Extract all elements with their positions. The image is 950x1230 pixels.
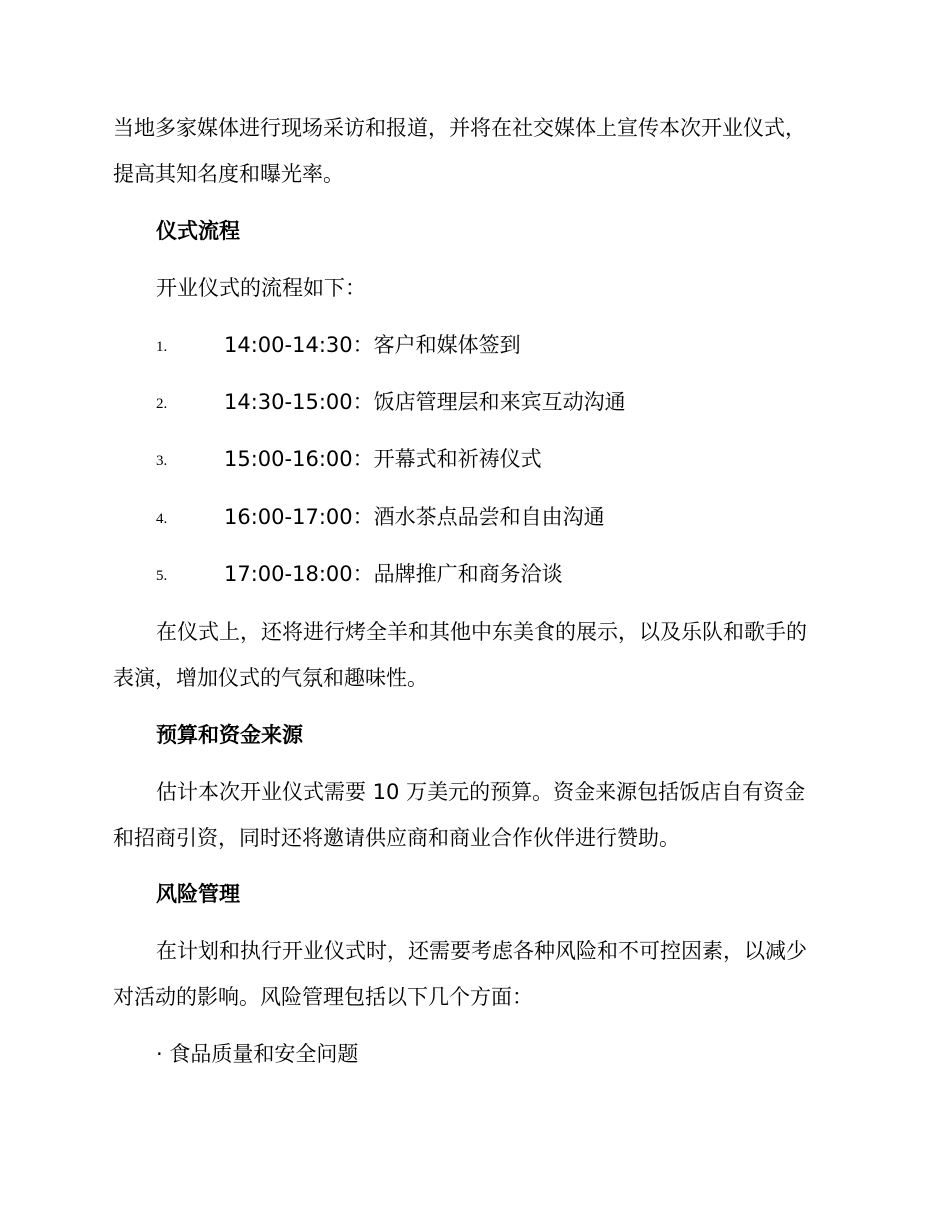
- list-item-number: 4.: [156, 511, 168, 527]
- list-item-number: 5.: [156, 568, 168, 584]
- list-item-text: 16:00-17:00：酒水茶点品尝和自由沟通: [224, 505, 605, 529]
- intro-text-line: 提高其知名度和曝光率。: [113, 162, 344, 186]
- risk-bullet-item: · 食品质量和安全问题: [156, 1042, 359, 1066]
- risk-text-line: 对活动的影响。风险管理包括以下几个方面：: [113, 985, 533, 1009]
- budget-text-line: 和招商引资，同时还将邀请供应商和商业合作伙伴进行赞助。: [113, 826, 680, 850]
- list-item-number: 1.: [156, 339, 168, 355]
- section-heading-budget: 预算和资金来源: [156, 723, 303, 747]
- risk-text-line: 在计划和执行开业仪式时，还需要考虑各种风险和不可控因素，以减少: [156, 939, 807, 963]
- list-item-text: 15:00-16:00：开幕式和祈祷仪式: [224, 447, 542, 471]
- list-item-text: 14:30-15:00：饭店管理层和来宾互动沟通: [224, 390, 626, 414]
- section-heading-ceremony-process: 仪式流程: [156, 219, 240, 243]
- ceremony-extra-text-line: 表演，增加仪式的气氛和趣味性。: [113, 666, 428, 690]
- section-heading-risk-management: 风险管理: [156, 882, 240, 906]
- ceremony-process-lead: 开业仪式的流程如下：: [156, 276, 366, 300]
- budget-text-line: 估计本次开业仪式需要 10 万美元的预算。资金来源包括饭店自有资金: [156, 780, 806, 804]
- ceremony-extra-text-line: 在仪式上，还将进行烤全羊和其他中东美食的展示，以及乐队和歌手的: [156, 620, 807, 644]
- list-item-text: 14:00-14:30：客户和媒体签到: [224, 333, 521, 357]
- list-item-number: 2.: [156, 396, 168, 412]
- list-item-text: 17:00-18:00：品牌推广和商务洽谈: [224, 562, 563, 586]
- list-item-number: 3.: [156, 453, 168, 469]
- intro-text-line: 当地多家媒体进行现场采访和报道，并将在社交媒体上宣传本次开业仪式，: [113, 116, 806, 140]
